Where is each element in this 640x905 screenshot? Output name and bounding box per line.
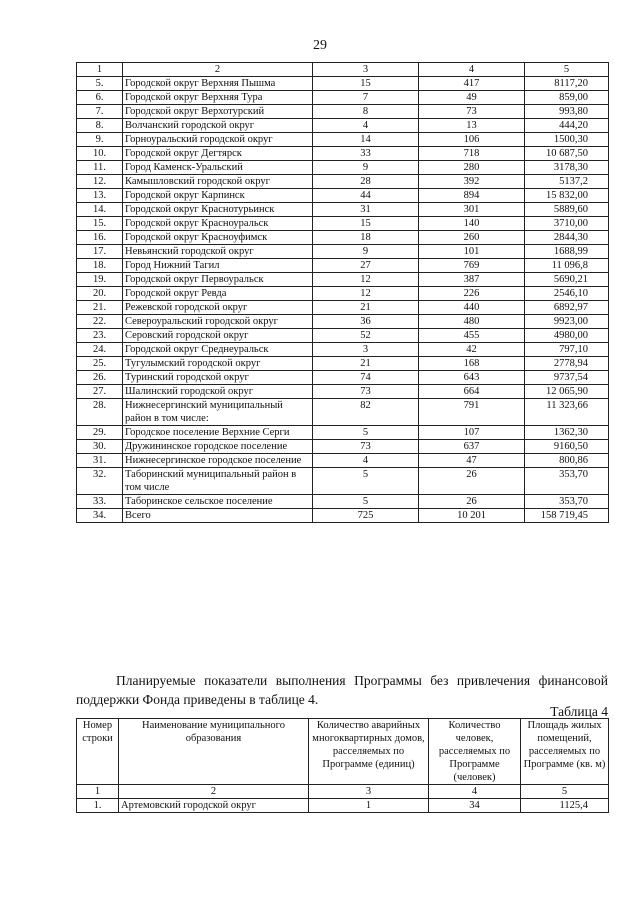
area-value: 8117,20 bbox=[525, 77, 609, 91]
area-value: 11 323,66 bbox=[525, 399, 609, 426]
area-value: 1362,30 bbox=[525, 426, 609, 440]
houses-count: 12 bbox=[313, 273, 419, 287]
people-count: 42 bbox=[419, 343, 525, 357]
people-count: 101 bbox=[419, 245, 525, 259]
people-count: 637 bbox=[419, 440, 525, 454]
people-count: 791 bbox=[419, 399, 525, 426]
municipality-name: Городской округ Дегтярск bbox=[123, 147, 313, 161]
municipality-name: Дружининское городское поселение bbox=[123, 440, 313, 454]
table-row bbox=[77, 217, 609, 231]
table-row bbox=[77, 77, 609, 91]
row-number: 17. bbox=[77, 245, 123, 259]
houses-count: 15 bbox=[313, 217, 419, 231]
area-value: 9923,00 bbox=[525, 315, 609, 329]
programme-table-4 bbox=[76, 718, 609, 813]
row-number: 12. bbox=[77, 175, 123, 189]
column-number: 1 bbox=[77, 785, 119, 799]
houses-count: 27 bbox=[313, 259, 419, 273]
table-row bbox=[77, 509, 609, 523]
houses-count: 5 bbox=[313, 426, 419, 440]
table-row bbox=[77, 245, 609, 259]
houses-count: 12 bbox=[313, 287, 419, 301]
column-number: 3 bbox=[313, 63, 419, 77]
table-row bbox=[77, 119, 609, 133]
people-count: 34 bbox=[429, 799, 521, 813]
row-number: 19. bbox=[77, 273, 123, 287]
houses-count: 73 bbox=[313, 440, 419, 454]
people-count: 226 bbox=[419, 287, 525, 301]
houses-count: 5 bbox=[313, 468, 419, 495]
column-number: 2 bbox=[123, 63, 313, 77]
table-row bbox=[77, 287, 609, 301]
area-value: 1125,4 bbox=[521, 799, 609, 813]
municipality-name: Тугулымский городской округ bbox=[123, 357, 313, 371]
table-row bbox=[77, 426, 609, 440]
column-number: 1 bbox=[77, 63, 123, 77]
area-value: 15 832,00 bbox=[525, 189, 609, 203]
row-number: 21. bbox=[77, 301, 123, 315]
municipality-name: Серовский городской округ bbox=[123, 329, 313, 343]
row-number: 8. bbox=[77, 119, 123, 133]
municipality-name: Камышловский городской округ bbox=[123, 175, 313, 189]
area-value: 4980,00 bbox=[525, 329, 609, 343]
municipality-name: Шалинский городской округ bbox=[123, 385, 313, 399]
area-value: 1500,30 bbox=[525, 133, 609, 147]
area-value: 9737,54 bbox=[525, 371, 609, 385]
row-number: 26. bbox=[77, 371, 123, 385]
area-value: 6892,97 bbox=[525, 301, 609, 315]
municipality-name: Нижнесергинское городское поселение bbox=[123, 454, 313, 468]
table-row bbox=[77, 440, 609, 454]
table-row bbox=[77, 371, 609, 385]
row-number: 13. bbox=[77, 189, 123, 203]
area-value: 444,20 bbox=[525, 119, 609, 133]
municipality-name: Городской округ Первоуральск bbox=[123, 273, 313, 287]
table-row bbox=[77, 315, 609, 329]
area-value: 158 719,45 bbox=[525, 509, 609, 523]
people-count: 769 bbox=[419, 259, 525, 273]
municipality-name: Горноуральский городской округ bbox=[123, 133, 313, 147]
area-value: 12 065,90 bbox=[525, 385, 609, 399]
table-row bbox=[77, 231, 609, 245]
houses-count: 4 bbox=[313, 454, 419, 468]
people-count: 106 bbox=[419, 133, 525, 147]
row-number: 20. bbox=[77, 287, 123, 301]
houses-count: 33 bbox=[313, 147, 419, 161]
row-number: 32. bbox=[77, 468, 123, 495]
column-number-row bbox=[77, 63, 609, 77]
body-paragraph: Планируемые показатели выполнения Программы без привлечения финансовой поддержки Фонда приведены в таблице 4. bbox=[76, 673, 608, 707]
programme-table-continued bbox=[76, 62, 609, 523]
table-row bbox=[77, 259, 609, 273]
row-number: 7. bbox=[77, 105, 123, 119]
row-number: 34. bbox=[77, 509, 123, 523]
table-row bbox=[77, 399, 609, 426]
row-number: 27. bbox=[77, 385, 123, 399]
row-number: 31. bbox=[77, 454, 123, 468]
municipality-name: Городской округ Верхотурский bbox=[123, 105, 313, 119]
column-number-row bbox=[77, 785, 609, 799]
area-value: 5690,21 bbox=[525, 273, 609, 287]
table-row bbox=[77, 468, 609, 495]
houses-count: 4 bbox=[313, 119, 419, 133]
houses-count: 15 bbox=[313, 77, 419, 91]
page-number: 29 bbox=[313, 38, 327, 53]
row-number: 9. bbox=[77, 133, 123, 147]
people-count: 664 bbox=[419, 385, 525, 399]
area-value: 10 687,50 bbox=[525, 147, 609, 161]
people-count: 718 bbox=[419, 147, 525, 161]
row-number: 11. bbox=[77, 161, 123, 175]
people-count: 13 bbox=[419, 119, 525, 133]
municipality-name: Городской округ Среднеуральск bbox=[123, 343, 313, 357]
houses-count: 21 bbox=[313, 301, 419, 315]
row-number: 5. bbox=[77, 77, 123, 91]
houses-count: 44 bbox=[313, 189, 419, 203]
people-count: 140 bbox=[419, 217, 525, 231]
area-value: 5137,2 bbox=[525, 175, 609, 189]
municipality-name: Город Нижний Тагил bbox=[123, 259, 313, 273]
houses-count: 8 bbox=[313, 105, 419, 119]
header-row-number: Номер строки bbox=[77, 719, 119, 785]
row-number: 10. bbox=[77, 147, 123, 161]
houses-count: 1 bbox=[309, 799, 429, 813]
municipality-name: Таборинский муниципальный район в том числе bbox=[123, 468, 313, 495]
row-number: 22. bbox=[77, 315, 123, 329]
area-value: 859,00 bbox=[525, 91, 609, 105]
table-row bbox=[77, 343, 609, 357]
municipality-name: Городское поселение Верхние Серги bbox=[123, 426, 313, 440]
table-row bbox=[77, 161, 609, 175]
people-count: 47 bbox=[419, 454, 525, 468]
area-value: 3710,00 bbox=[525, 217, 609, 231]
row-number: 24. bbox=[77, 343, 123, 357]
row-number: 18. bbox=[77, 259, 123, 273]
houses-count: 5 bbox=[313, 495, 419, 509]
municipality-name: Городской округ Красноуфимск bbox=[123, 231, 313, 245]
area-value: 800,86 bbox=[525, 454, 609, 468]
column-number: 2 bbox=[119, 785, 309, 799]
area-value: 5889,60 bbox=[525, 203, 609, 217]
people-count: 73 bbox=[419, 105, 525, 119]
table-row bbox=[77, 105, 609, 119]
row-number: 29. bbox=[77, 426, 123, 440]
column-number: 5 bbox=[525, 63, 609, 77]
table-row bbox=[77, 385, 609, 399]
header-area: Площадь жилых помещений, расселяемых по Программе (кв. м) bbox=[521, 719, 609, 785]
row-number: 6. bbox=[77, 91, 123, 105]
area-value: 353,70 bbox=[525, 495, 609, 509]
people-count: 26 bbox=[419, 468, 525, 495]
table-row bbox=[77, 357, 609, 371]
table-row bbox=[77, 799, 609, 813]
table-row bbox=[77, 273, 609, 287]
column-number: 4 bbox=[419, 63, 525, 77]
table-row bbox=[77, 495, 609, 509]
municipality-name: Городской округ Краснотурьинск bbox=[123, 203, 313, 217]
row-number: 14. bbox=[77, 203, 123, 217]
people-count: 894 bbox=[419, 189, 525, 203]
houses-count: 18 bbox=[313, 231, 419, 245]
table-row bbox=[77, 203, 609, 217]
houses-count: 74 bbox=[313, 371, 419, 385]
table-body bbox=[77, 77, 609, 523]
municipality-name: Город Каменск-Уральский bbox=[123, 161, 313, 175]
municipality-name: Невьянский городской округ bbox=[123, 245, 313, 259]
municipality-name: Городской округ Верхняя Пышма bbox=[123, 77, 313, 91]
table-caption: Таблица 4 bbox=[550, 704, 608, 719]
table-row bbox=[77, 175, 609, 189]
houses-count: 9 bbox=[313, 161, 419, 175]
area-value: 353,70 bbox=[525, 468, 609, 495]
people-count: 455 bbox=[419, 329, 525, 343]
houses-count: 52 bbox=[313, 329, 419, 343]
table-row bbox=[77, 301, 609, 315]
houses-count: 28 bbox=[313, 175, 419, 189]
table-body bbox=[77, 799, 609, 813]
row-number: 30. bbox=[77, 440, 123, 454]
column-number: 4 bbox=[429, 785, 521, 799]
area-value: 2778,94 bbox=[525, 357, 609, 371]
column-number: 5 bbox=[521, 785, 609, 799]
municipality-name: Городской округ Карпинск bbox=[123, 189, 313, 203]
houses-count: 82 bbox=[313, 399, 419, 426]
municipality-name: Нижнесергинский муниципальный район в том числе: bbox=[123, 399, 313, 426]
people-count: 392 bbox=[419, 175, 525, 189]
table-row bbox=[77, 91, 609, 105]
header-people-count: Количество человек, расселяемых по Программе (человек) bbox=[429, 719, 521, 785]
header-houses-count: Количество аварийных многоквартирных домов, расселяемых по Программе (единиц) bbox=[309, 719, 429, 785]
houses-count: 7 bbox=[313, 91, 419, 105]
municipality-name: Североуральский городской округ bbox=[123, 315, 313, 329]
houses-count: 36 bbox=[313, 315, 419, 329]
header-municipality: Наименование муниципального образования bbox=[119, 719, 309, 785]
people-count: 280 bbox=[419, 161, 525, 175]
houses-count: 9 bbox=[313, 245, 419, 259]
area-value: 9160,50 bbox=[525, 440, 609, 454]
people-count: 10 201 bbox=[419, 509, 525, 523]
area-value: 2844,30 bbox=[525, 231, 609, 245]
row-number: 25. bbox=[77, 357, 123, 371]
row-number: 1. bbox=[77, 799, 119, 813]
people-count: 168 bbox=[419, 357, 525, 371]
area-value: 3178,30 bbox=[525, 161, 609, 175]
area-value: 11 096,8 bbox=[525, 259, 609, 273]
people-count: 387 bbox=[419, 273, 525, 287]
people-count: 440 bbox=[419, 301, 525, 315]
municipality-name: Режевской городской округ bbox=[123, 301, 313, 315]
row-number: 23. bbox=[77, 329, 123, 343]
area-value: 993,80 bbox=[525, 105, 609, 119]
people-count: 260 bbox=[419, 231, 525, 245]
header-row bbox=[77, 719, 609, 785]
people-count: 301 bbox=[419, 203, 525, 217]
area-value: 2546,10 bbox=[525, 287, 609, 301]
table-row bbox=[77, 189, 609, 203]
houses-count: 725 bbox=[313, 509, 419, 523]
municipality-name: Городской округ Верхняя Тура bbox=[123, 91, 313, 105]
municipality-name: Таборинское сельское поселение bbox=[123, 495, 313, 509]
municipality-name: Городской округ Ревда bbox=[123, 287, 313, 301]
municipality-name: Городской округ Красноуральск bbox=[123, 217, 313, 231]
houses-count: 14 bbox=[313, 133, 419, 147]
area-value: 1688,99 bbox=[525, 245, 609, 259]
area-value: 797,10 bbox=[525, 343, 609, 357]
people-count: 107 bbox=[419, 426, 525, 440]
houses-count: 73 bbox=[313, 385, 419, 399]
municipality-name: Волчанский городской округ bbox=[123, 119, 313, 133]
houses-count: 3 bbox=[313, 343, 419, 357]
table-row bbox=[77, 147, 609, 161]
municipality-name: Туринский городской округ bbox=[123, 371, 313, 385]
table-row bbox=[77, 454, 609, 468]
row-number: 28. bbox=[77, 399, 123, 426]
municipality-name: Артемовский городской округ bbox=[119, 799, 309, 813]
row-number: 15. bbox=[77, 217, 123, 231]
people-count: 417 bbox=[419, 77, 525, 91]
row-number: 33. bbox=[77, 495, 123, 509]
houses-count: 31 bbox=[313, 203, 419, 217]
houses-count: 21 bbox=[313, 357, 419, 371]
row-number: 16. bbox=[77, 231, 123, 245]
column-number: 3 bbox=[309, 785, 429, 799]
people-count: 480 bbox=[419, 315, 525, 329]
municipality-name: Всего bbox=[123, 509, 313, 523]
people-count: 643 bbox=[419, 371, 525, 385]
people-count: 26 bbox=[419, 495, 525, 509]
people-count: 49 bbox=[419, 91, 525, 105]
table-row bbox=[77, 133, 609, 147]
table-row bbox=[77, 329, 609, 343]
